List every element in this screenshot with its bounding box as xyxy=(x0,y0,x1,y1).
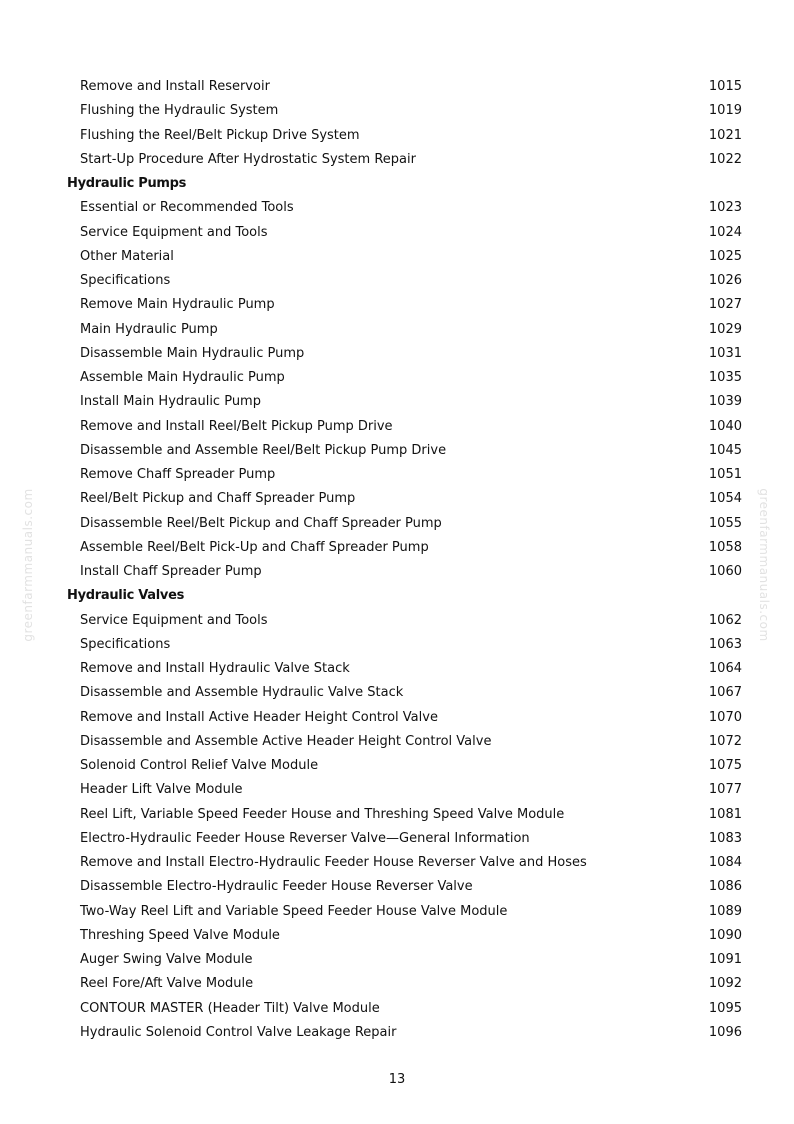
toc-entry-page: 1086 xyxy=(708,879,742,895)
toc-entry[interactable] xyxy=(80,755,742,777)
toc-entry-title: Disassemble Main Hydraulic Pump xyxy=(80,345,305,361)
toc-entry-title: Header Lift Valve Module xyxy=(80,782,243,798)
toc-entry-page: 1019 xyxy=(708,103,742,119)
toc-entry-page: 1091 xyxy=(708,952,742,967)
toc-entry-page: 1095 xyxy=(708,1000,742,1016)
toc-entry[interactable] xyxy=(80,76,742,98)
toc-entry-page: 1084 xyxy=(708,855,742,870)
toc-entry-page: 1064 xyxy=(708,661,742,676)
toc-entry[interactable] xyxy=(80,513,742,535)
toc-entry-title: Remove Chaff Spreader Pump xyxy=(80,467,276,482)
toc-entry-title: Essential or Recommended Tools xyxy=(80,200,294,216)
toc-entry-page: 1026 xyxy=(708,273,742,288)
toc-entry[interactable] xyxy=(80,658,742,680)
toc-entry[interactable] xyxy=(80,634,742,656)
toc-entry-title: Remove and Install Reservoir xyxy=(80,79,270,94)
toc-entry-page: 1058 xyxy=(708,539,742,555)
toc-entry-page: 1035 xyxy=(708,370,742,385)
toc-entry-title: Remove and Install Reel/Belt Pickup Pump Drive xyxy=(80,418,393,434)
toc-entry[interactable] xyxy=(80,852,742,874)
toc-entry-title: Disassemble and Assemble Reel/Belt Pickup Pump Drive xyxy=(80,442,447,458)
toc-entry[interactable] xyxy=(80,149,742,171)
toc-entry[interactable] xyxy=(80,270,742,292)
toc-entry-page: 1081 xyxy=(708,806,742,822)
toc-entry-title: Install Main Hydraulic Pump xyxy=(80,394,261,410)
toc-entry[interactable] xyxy=(80,222,742,244)
toc-entry-page: 1060 xyxy=(708,564,742,579)
toc-entry-page: 1063 xyxy=(708,636,742,652)
watermark-left: greenfarmmanuals.com xyxy=(21,488,35,642)
toc-entry[interactable] xyxy=(80,440,742,462)
watermark-right: greenfarmmanuals.com xyxy=(757,488,771,642)
toc-entry-page: 1089 xyxy=(708,903,742,919)
toc-entry-title: Disassemble and Assemble Active Header Height Control Valve xyxy=(80,733,492,749)
toc-entry-title: Start-Up Procedure After Hydrostatic System Repair xyxy=(80,151,416,167)
toc-entry-page: 1075 xyxy=(708,758,742,773)
toc-entry[interactable] xyxy=(80,464,742,486)
toc-entry-page: 1054 xyxy=(708,491,742,507)
toc-entry-page: 1070 xyxy=(708,709,742,725)
toc-entry-title: Two-Way Reel Lift and Variable Speed Feeder House Valve Module xyxy=(80,903,508,919)
toc-entry-page: 1072 xyxy=(708,733,742,749)
page-number: 13 xyxy=(388,1072,406,1087)
toc-entry-title: Disassemble Electro-Hydraulic Feeder House Reverser Valve xyxy=(80,879,473,895)
toc-entry-page: 1090 xyxy=(708,927,742,943)
toc-entry-title: Threshing Speed Valve Module xyxy=(80,927,280,943)
toc-entry-page: 1029 xyxy=(708,321,742,337)
toc-entry-page: 1024 xyxy=(708,224,742,240)
toc-section-heading[interactable]: Hydraulic Pumps xyxy=(67,176,187,191)
toc-entry-page: 1027 xyxy=(708,297,742,313)
toc-entry-title: Flushing the Reel/Belt Pickup Drive System xyxy=(80,127,360,143)
toc-entry-title: Hydraulic Solenoid Control Valve Leakage Repair xyxy=(80,1024,397,1040)
toc-entry[interactable] xyxy=(80,197,742,219)
toc-entry[interactable] xyxy=(80,294,742,316)
toc-entry-page: 1077 xyxy=(708,782,742,798)
toc-entry[interactable] xyxy=(80,876,742,898)
toc-entry[interactable] xyxy=(80,488,742,510)
toc-entry[interactable] xyxy=(80,925,742,947)
toc-entry-title: Reel Lift, Variable Speed Feeder House and Threshing Speed Valve Module xyxy=(80,806,565,822)
toc-entry-page: 1045 xyxy=(708,442,742,458)
toc-entry-title: Assemble Main Hydraulic Pump xyxy=(80,370,285,385)
toc-entry-page: 1022 xyxy=(708,151,742,167)
toc-entry[interactable] xyxy=(80,1022,742,1044)
toc-entry-title: Remove and Install Active Header Height Control Valve xyxy=(80,709,438,725)
toc-entry[interactable] xyxy=(80,731,742,753)
toc-entry-title: Specifications xyxy=(80,273,171,288)
toc-entry-title: Main Hydraulic Pump xyxy=(80,321,218,337)
toc-entry[interactable] xyxy=(80,949,742,971)
toc-entry[interactable] xyxy=(80,804,742,826)
toc-entry[interactable] xyxy=(80,416,742,438)
toc-entry[interactable] xyxy=(80,537,742,559)
toc-entry[interactable] xyxy=(80,901,742,923)
toc-entry-page: 1067 xyxy=(708,685,742,701)
toc-entry-title: Assemble Reel/Belt Pick-Up and Chaff Spreader Pump xyxy=(80,539,429,555)
toc-entry-title: Auger Swing Valve Module xyxy=(80,952,253,967)
toc-entry-page: 1092 xyxy=(708,976,742,992)
toc-entry-page: 1055 xyxy=(708,515,742,531)
toc-entry[interactable] xyxy=(80,779,742,801)
toc-entry[interactable] xyxy=(80,100,742,122)
toc-entry-title: Remove Main Hydraulic Pump xyxy=(80,297,275,313)
toc-entry-page: 1062 xyxy=(708,612,742,628)
toc-entry[interactable] xyxy=(80,125,742,147)
toc-entry-page: 1096 xyxy=(708,1024,742,1040)
toc-entry-page: 1083 xyxy=(708,830,742,846)
toc-entry-page: 1015 xyxy=(708,79,742,94)
toc-entry[interactable] xyxy=(80,682,742,704)
toc-entry-title: Remove and Install Electro-Hydraulic Feeder House Reverser Valve and Hoses xyxy=(80,855,587,870)
toc-entry[interactable] xyxy=(80,828,742,850)
toc-entry[interactable] xyxy=(80,319,742,341)
toc-entry-title: Solenoid Control Relief Valve Module xyxy=(80,758,319,773)
toc-entry-title: Flushing the Hydraulic System xyxy=(80,103,279,119)
toc-entry[interactable] xyxy=(80,973,742,995)
toc-entry-title: Specifications xyxy=(80,636,171,652)
toc-entry-page: 1021 xyxy=(708,127,742,143)
toc-entry-title: CONTOUR MASTER (Header Tilt) Valve Module xyxy=(80,1000,380,1016)
toc-entry-page: 1051 xyxy=(708,467,742,482)
toc-entry-title: Other Material xyxy=(80,248,174,264)
toc-section-heading[interactable]: Hydraulic Valves xyxy=(67,588,185,604)
toc-entry-page: 1039 xyxy=(708,394,742,410)
toc-entry[interactable] xyxy=(80,246,742,268)
toc-entry-title: Service Equipment and Tools xyxy=(80,224,268,240)
toc-entry-page: 1040 xyxy=(708,418,742,434)
toc-entry[interactable] xyxy=(80,367,742,389)
toc-entry-page: 1025 xyxy=(708,248,742,264)
toc-entry-title: Install Chaff Spreader Pump xyxy=(80,564,262,579)
toc-entry[interactable] xyxy=(80,610,742,632)
toc-entry[interactable] xyxy=(80,561,742,583)
toc-entry-title: Reel Fore/Aft Valve Module xyxy=(80,976,254,992)
toc-entry-title: Disassemble and Assemble Hydraulic Valve Stack xyxy=(80,685,404,701)
toc-entry[interactable] xyxy=(80,343,742,365)
toc-entry-title: Reel/Belt Pickup and Chaff Spreader Pump xyxy=(80,491,356,507)
toc-entry[interactable] xyxy=(80,998,742,1020)
toc-entry[interactable] xyxy=(80,707,742,729)
toc-entry-title: Disassemble Reel/Belt Pickup and Chaff Spreader Pump xyxy=(80,515,442,531)
toc-entry-page: 1031 xyxy=(708,345,742,361)
toc-entry[interactable] xyxy=(80,391,742,413)
toc-entry-title: Remove and Install Hydraulic Valve Stack xyxy=(80,661,350,676)
toc-entry-title: Service Equipment and Tools xyxy=(80,612,268,628)
toc-entry-title: Electro-Hydraulic Feeder House Reverser Valve—General Information xyxy=(80,830,530,846)
toc-entry-page: 1023 xyxy=(708,200,742,216)
